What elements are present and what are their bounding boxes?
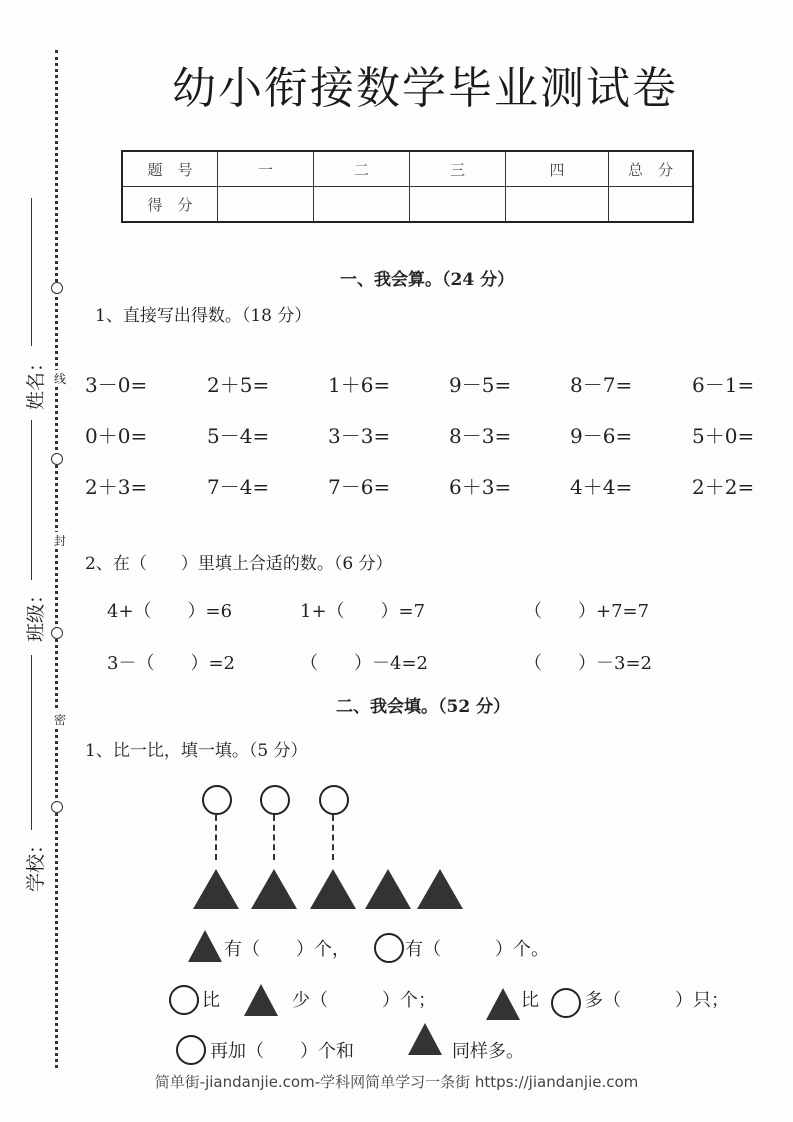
section1-heading: 一、我会算。（24 分） (340, 270, 515, 290)
line3-text-b: 同样多。 (452, 1041, 524, 1062)
score-header: 三 (410, 151, 506, 187)
fill-blank-problem[interactable]: 1+（ ）=7 (300, 601, 426, 622)
seal-char: 线 (54, 372, 67, 386)
binding-dotted-line (55, 50, 58, 1068)
arithmetic-problem: 1＋6= (328, 373, 391, 397)
arithmetic-problem: 5＋0= (692, 424, 755, 448)
arithmetic-problem: 2＋5= (207, 373, 270, 397)
arithmetic-problem: 4＋4= (570, 475, 633, 499)
name-label: 姓名： (25, 352, 48, 411)
arithmetic-problem: 0＋0= (85, 424, 148, 448)
line2-text-d: 多（ ）只； (585, 990, 729, 1011)
arithmetic-problem: 7－4= (207, 475, 270, 499)
fill-blank-problem[interactable]: 4+（ ）=6 (107, 601, 233, 622)
circle-icon (374, 933, 404, 963)
score-header: 一 (218, 151, 314, 187)
arithmetic-problem: 6－1= (692, 373, 755, 397)
binding-ring (51, 627, 63, 639)
dashed-connector (332, 815, 334, 860)
arithmetic-problem: 3－3= (328, 424, 391, 448)
section2-heading: 二、我会填。（52 分） (336, 697, 511, 717)
circle-shape (319, 785, 349, 815)
compare-title: 1、比一比，填一填。（5 分） (85, 741, 308, 761)
arithmetic-problem: 5－4= (207, 424, 270, 448)
class-label: 班级： (25, 584, 48, 643)
line1-text-b: 有（ ）个。 (405, 939, 549, 960)
class-underline[interactable] (31, 420, 32, 580)
line2-text-c: 比 (521, 990, 539, 1011)
triangle-shape (365, 869, 411, 909)
triangle-shape (310, 869, 356, 909)
triangle-icon (244, 984, 278, 1016)
fill-blank-problem[interactable]: （ ）－4=2 (300, 653, 428, 674)
dashed-connector (273, 815, 275, 860)
arithmetic-problem: 8－7= (570, 373, 633, 397)
fill-blank-problem[interactable]: （ ）+7=7 (524, 601, 650, 622)
arithmetic-problem: 9－5= (449, 373, 512, 397)
score-row-label: 得 分 (122, 187, 218, 223)
arithmetic-problem: 8－3= (449, 424, 512, 448)
page-title: 幼小衔接数学毕业测试卷 (172, 63, 678, 114)
score-cell[interactable] (314, 187, 410, 223)
arithmetic-problem: 3－0= (85, 373, 148, 397)
triangle-icon (188, 930, 222, 962)
triangle-shape (193, 869, 239, 909)
binding-ring (51, 282, 63, 294)
fill-blank-problem[interactable]: （ ）－3=2 (524, 653, 652, 674)
triangle-icon (408, 1023, 442, 1055)
circle-icon (176, 1035, 206, 1065)
score-header: 总 分 (609, 151, 694, 187)
arithmetic-problem: 6＋3= (449, 475, 512, 499)
line3-text-a: 再加（ ）个和 (210, 1041, 354, 1062)
line2-text-b: 少（ ）个； (292, 990, 436, 1011)
binding-ring (51, 801, 63, 813)
score-cell[interactable] (410, 187, 506, 223)
dashed-connector (215, 815, 217, 860)
score-header: 题 号 (122, 151, 218, 187)
seal-char: 封 (54, 534, 67, 548)
arithmetic-problem: 7－6= (328, 475, 391, 499)
score-cell[interactable] (609, 187, 694, 223)
arithmetic-problem: 9－6= (570, 424, 633, 448)
line1-text-a: 有（ ）个， (224, 939, 350, 960)
q1-title: 1、直接写出得数。（18 分） (95, 306, 312, 326)
circle-shape (202, 785, 232, 815)
school-label: 学校： (25, 834, 48, 893)
seal-char: 密 (54, 713, 67, 727)
fill-blank-problem[interactable]: 3－（ ）=2 (107, 653, 235, 674)
score-header: 四 (506, 151, 609, 187)
line2-text-a: 比 (202, 990, 220, 1011)
arithmetic-problem: 2＋2= (692, 475, 755, 499)
score-cell[interactable] (218, 187, 314, 223)
triangle-shape (251, 869, 297, 909)
school-underline[interactable] (31, 655, 32, 830)
circle-icon (169, 985, 199, 1015)
name-underline[interactable] (31, 198, 32, 346)
circle-icon (551, 988, 581, 1018)
triangle-shape (417, 869, 463, 909)
watermark: 简单街-jiandanjie.com-学科网简单学习一条街 https://jiandanjie.com (154, 1073, 639, 1091)
triangle-icon (486, 988, 520, 1020)
binding-ring (51, 453, 63, 465)
q2-title: 2、在（ ）里填上合适的数。（6 分） (85, 554, 393, 574)
score-cell[interactable] (506, 187, 609, 223)
circle-shape (260, 785, 290, 815)
arithmetic-problem: 2＋3= (85, 475, 148, 499)
score-header: 二 (314, 151, 410, 187)
score-table (121, 150, 694, 223)
